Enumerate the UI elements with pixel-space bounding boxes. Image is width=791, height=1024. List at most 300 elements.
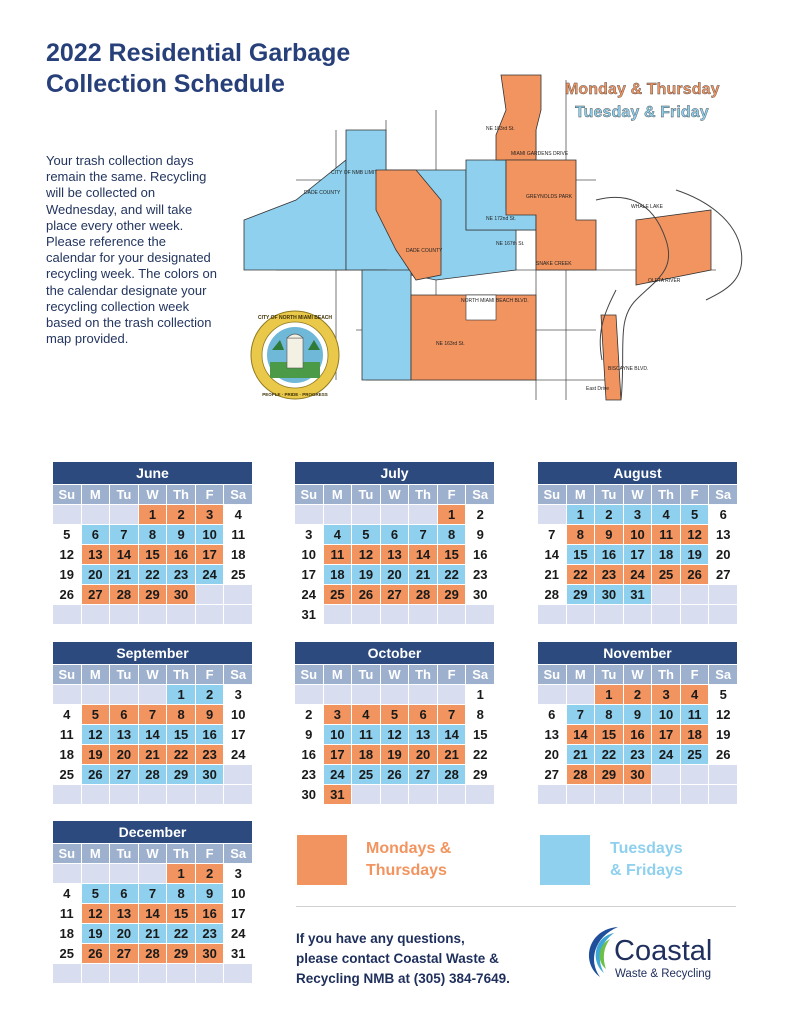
calendar-day: 5 bbox=[709, 685, 737, 704]
calendar-day: 6 bbox=[409, 705, 437, 724]
calendar-day: 28 bbox=[110, 585, 138, 604]
calendar-day: 28 bbox=[567, 765, 595, 784]
calendar-day: 20 bbox=[110, 745, 138, 764]
calendar-day: 29 bbox=[167, 765, 195, 784]
calendar-day: 5 bbox=[381, 705, 409, 724]
map-label-whale-lake: WHALE LAKE bbox=[631, 204, 663, 210]
calendar-day: 31 bbox=[624, 585, 652, 604]
map-label-dade-county-1: DADE COUNTY bbox=[304, 190, 341, 196]
calendar-day: 17 bbox=[196, 545, 224, 564]
map-label-city-limit: CITY OF NMB LIMIT bbox=[331, 170, 378, 176]
calendar-day: 8 bbox=[167, 884, 195, 903]
calendar-day: 23 bbox=[295, 765, 323, 784]
calendar-day: 21 bbox=[409, 565, 437, 584]
calendar-day: 3 bbox=[652, 685, 680, 704]
calendar-day: 17 bbox=[295, 565, 323, 584]
calendar-day: 25 bbox=[652, 565, 680, 584]
calendar-empty-cell bbox=[538, 685, 566, 704]
calendar-day: 6 bbox=[538, 705, 566, 724]
calendar-empty-cell bbox=[324, 505, 352, 524]
title-line-2: Collection Schedule bbox=[46, 70, 285, 98]
calendar-weekday-header: F bbox=[196, 844, 224, 863]
calendar-day: 18 bbox=[681, 725, 709, 744]
calendar-empty-cell bbox=[224, 785, 252, 804]
calendar-empty-cell bbox=[709, 785, 737, 804]
calendar-empty-cell bbox=[196, 964, 224, 983]
calendar-weekday-header: W bbox=[139, 844, 167, 863]
calendar-december bbox=[53, 821, 252, 983]
calendar-day: 19 bbox=[82, 924, 110, 943]
calendar-day: 23 bbox=[624, 745, 652, 764]
calendar-empty-cell bbox=[409, 685, 437, 704]
calendar-day: 30 bbox=[624, 765, 652, 784]
calendar-weekday-header: Sa bbox=[466, 485, 494, 504]
calendar-day: 15 bbox=[167, 725, 195, 744]
calendar-weekday-header: M bbox=[324, 485, 352, 504]
calendar-day: 18 bbox=[53, 745, 81, 764]
calendar-day: 13 bbox=[110, 725, 138, 744]
calendar-day: 27 bbox=[110, 944, 138, 963]
calendar-weekday-header: M bbox=[82, 485, 110, 504]
calendar-day: 22 bbox=[438, 565, 466, 584]
map-label-snake-creek: SNAKE CREEK bbox=[536, 261, 572, 267]
calendar-day: 7 bbox=[567, 705, 595, 724]
calendar-empty-cell bbox=[295, 685, 323, 704]
calendar-weekday-header: F bbox=[681, 665, 709, 684]
calendar-day: 17 bbox=[624, 545, 652, 564]
calendar-day: 24 bbox=[324, 765, 352, 784]
calendar-day: 3 bbox=[224, 864, 252, 883]
calendar-weekday-header: F bbox=[438, 665, 466, 684]
map-label-biscayne: BISCAYNE BLVD. bbox=[608, 366, 649, 372]
calendar-day: 26 bbox=[82, 765, 110, 784]
calendar-month-title: December bbox=[53, 821, 252, 843]
calendar-day: 4 bbox=[53, 705, 81, 724]
calendar-day: 20 bbox=[709, 545, 737, 564]
calendar-day: 18 bbox=[352, 745, 380, 764]
contact-line-1: If you have any questions, bbox=[296, 931, 465, 946]
calendar-day: 1 bbox=[466, 685, 494, 704]
calendar-empty-cell bbox=[167, 964, 195, 983]
calendar-day: 9 bbox=[196, 705, 224, 724]
calendar-day: 20 bbox=[381, 565, 409, 584]
city-seal-icon bbox=[250, 310, 340, 400]
calendar-day: 21 bbox=[110, 565, 138, 584]
calendar-day: 26 bbox=[352, 585, 380, 604]
calendar-day: 24 bbox=[624, 565, 652, 584]
calendar-empty-cell bbox=[466, 785, 494, 804]
calendar-day: 3 bbox=[196, 505, 224, 524]
calendar-day: 27 bbox=[82, 585, 110, 604]
calendar-weekday-header: F bbox=[196, 485, 224, 504]
calendar-day: 28 bbox=[538, 585, 566, 604]
calendar-day: 6 bbox=[709, 505, 737, 524]
logo-name: Coastal bbox=[614, 935, 713, 967]
calendar-day: 2 bbox=[167, 505, 195, 524]
calendar-day: 16 bbox=[624, 725, 652, 744]
calendar-day: 1 bbox=[438, 505, 466, 524]
legend-label-orange bbox=[366, 838, 451, 882]
calendar-day: 23 bbox=[167, 565, 195, 584]
calendar-day: 20 bbox=[110, 924, 138, 943]
map-label-miami-gardens: MIAMI GARDENS DRIVE bbox=[511, 151, 569, 157]
calendar-day: 14 bbox=[110, 545, 138, 564]
calendar-day: 4 bbox=[352, 705, 380, 724]
calendar-empty-cell bbox=[381, 505, 409, 524]
calendar-day: 21 bbox=[139, 924, 167, 943]
calendar-day: 31 bbox=[295, 605, 323, 624]
calendar-day: 10 bbox=[652, 705, 680, 724]
calendar-day: 24 bbox=[295, 585, 323, 604]
calendar-day: 4 bbox=[652, 505, 680, 524]
calendar-day: 7 bbox=[110, 525, 138, 544]
calendar-day: 22 bbox=[567, 565, 595, 584]
calendar-day: 9 bbox=[196, 884, 224, 903]
calendar-empty-cell bbox=[110, 964, 138, 983]
calendar-weekday-header: Th bbox=[652, 485, 680, 504]
calendar-weekday-header: Su bbox=[538, 665, 566, 684]
calendar-day: 5 bbox=[681, 505, 709, 524]
calendar-day: 13 bbox=[381, 545, 409, 564]
calendar-empty-cell bbox=[709, 585, 737, 604]
calendar-day: 27 bbox=[110, 765, 138, 784]
calendar-empty-cell bbox=[167, 785, 195, 804]
calendar-day: 15 bbox=[167, 904, 195, 923]
calendar-day: 7 bbox=[438, 705, 466, 724]
calendar-day: 14 bbox=[409, 545, 437, 564]
calendar-empty-cell bbox=[53, 864, 81, 883]
calendar-day: 9 bbox=[295, 725, 323, 744]
calendar-day: 12 bbox=[82, 904, 110, 923]
calendar-weekday-header: Sa bbox=[224, 485, 252, 504]
calendar-day: 23 bbox=[196, 924, 224, 943]
calendar-day: 20 bbox=[409, 745, 437, 764]
map-legend-blue: Tuesday & Friday bbox=[575, 104, 709, 121]
calendar-day: 25 bbox=[224, 565, 252, 584]
calendar-day: 9 bbox=[167, 525, 195, 544]
calendar-empty-cell bbox=[652, 765, 680, 784]
calendar-day: 8 bbox=[139, 525, 167, 544]
calendar-day: 12 bbox=[681, 525, 709, 544]
map-zone-orange-east bbox=[506, 160, 596, 270]
calendar-day: 27 bbox=[709, 565, 737, 584]
contact-text bbox=[296, 929, 558, 989]
legend-orange-line-1: Mondays & bbox=[366, 840, 452, 857]
calendar-day: 31 bbox=[224, 944, 252, 963]
calendar-day: 25 bbox=[324, 585, 352, 604]
calendar-day: 27 bbox=[538, 765, 566, 784]
calendar-day: 30 bbox=[167, 585, 195, 604]
calendar-empty-cell bbox=[224, 585, 252, 604]
calendar-day: 17 bbox=[224, 904, 252, 923]
calendar-empty-cell bbox=[110, 785, 138, 804]
calendar-empty-cell bbox=[295, 505, 323, 524]
calendar-day: 26 bbox=[53, 585, 81, 604]
calendar-empty-cell bbox=[409, 505, 437, 524]
map-zone-orange-north bbox=[496, 75, 541, 160]
calendar-day: 1 bbox=[167, 685, 195, 704]
calendar-day: 9 bbox=[595, 525, 623, 544]
calendar-day: 9 bbox=[624, 705, 652, 724]
calendar-day: 15 bbox=[595, 725, 623, 744]
calendar-empty-cell bbox=[381, 685, 409, 704]
calendar-day: 11 bbox=[324, 545, 352, 564]
calendar-weekday-header: Su bbox=[295, 665, 323, 684]
calendar-day: 26 bbox=[709, 745, 737, 764]
calendar-day: 8 bbox=[167, 705, 195, 724]
legend-blue-line-1: Tuesdays bbox=[610, 840, 683, 857]
calendar-day: 5 bbox=[53, 525, 81, 544]
map-label-ne-167: NE 167th St. bbox=[496, 241, 525, 247]
map-zone-blue-west bbox=[244, 160, 346, 270]
calendar-day: 6 bbox=[82, 525, 110, 544]
calendar-empty-cell bbox=[82, 964, 110, 983]
calendar-day: 29 bbox=[438, 585, 466, 604]
seal-text-top: CITY OF NORTH MIAMI BEACH bbox=[257, 315, 333, 321]
calendar-day: 11 bbox=[352, 725, 380, 744]
calendar-day: 5 bbox=[352, 525, 380, 544]
calendar-weekday-header: F bbox=[438, 485, 466, 504]
calendar-day: 15 bbox=[466, 725, 494, 744]
calendar-day: 22 bbox=[167, 924, 195, 943]
calendar-day: 1 bbox=[139, 505, 167, 524]
calendar-day: 8 bbox=[567, 525, 595, 544]
calendar-day: 30 bbox=[196, 944, 224, 963]
calendar-weekday-header: Tu bbox=[595, 665, 623, 684]
calendar-empty-cell bbox=[595, 785, 623, 804]
calendar-day: 24 bbox=[224, 745, 252, 764]
calendar-day: 5 bbox=[82, 884, 110, 903]
calendar-empty-cell bbox=[538, 505, 566, 524]
calendar-empty-cell bbox=[352, 605, 380, 624]
calendar-day: 9 bbox=[466, 525, 494, 544]
calendar-day: 2 bbox=[295, 705, 323, 724]
calendar-day: 18 bbox=[324, 565, 352, 584]
calendar-empty-cell bbox=[82, 864, 110, 883]
calendar-grid bbox=[53, 664, 252, 804]
calendar-day: 14 bbox=[139, 904, 167, 923]
calendar-day: 13 bbox=[538, 725, 566, 744]
calendar-weekday-header: Tu bbox=[352, 665, 380, 684]
calendar-empty-cell bbox=[196, 585, 224, 604]
calendar-day: 20 bbox=[538, 745, 566, 764]
calendar-empty-cell bbox=[624, 605, 652, 624]
calendar-day: 17 bbox=[324, 745, 352, 764]
calendar-empty-cell bbox=[82, 785, 110, 804]
calendar-day: 11 bbox=[681, 705, 709, 724]
calendar-empty-cell bbox=[53, 964, 81, 983]
calendar-day: 2 bbox=[196, 864, 224, 883]
calendar-day: 1 bbox=[567, 505, 595, 524]
calendar-day: 3 bbox=[224, 685, 252, 704]
calendar-day: 25 bbox=[681, 745, 709, 764]
calendar-empty-cell bbox=[53, 785, 81, 804]
calendar-day: 2 bbox=[624, 685, 652, 704]
calendar-day: 15 bbox=[438, 545, 466, 564]
calendar-weekday-header: F bbox=[196, 665, 224, 684]
calendar-day: 19 bbox=[681, 545, 709, 564]
calendar-weekday-header: M bbox=[82, 665, 110, 684]
calendar-day: 12 bbox=[381, 725, 409, 744]
calendar-empty-cell bbox=[624, 785, 652, 804]
calendar-day: 8 bbox=[466, 705, 494, 724]
calendar-weekday-header: Su bbox=[53, 844, 81, 863]
calendar-weekday-header: Th bbox=[409, 485, 437, 504]
calendar-empty-cell bbox=[567, 685, 595, 704]
calendar-day: 26 bbox=[381, 765, 409, 784]
calendar-day: 30 bbox=[295, 785, 323, 804]
calendar-month-title: November bbox=[538, 642, 737, 664]
calendar-empty-cell bbox=[438, 785, 466, 804]
calendar-weekday-header: Sa bbox=[466, 665, 494, 684]
map-label-ne-163: NE 163rd St. bbox=[436, 341, 465, 347]
calendar-day: 7 bbox=[139, 705, 167, 724]
calendar-day: 17 bbox=[224, 725, 252, 744]
calendar-day: 23 bbox=[466, 565, 494, 584]
calendar-empty-cell bbox=[139, 864, 167, 883]
calendar-day: 21 bbox=[567, 745, 595, 764]
calendar-day: 28 bbox=[409, 585, 437, 604]
legend-swatch-blue bbox=[540, 835, 590, 885]
calendar-weekday-header: W bbox=[381, 485, 409, 504]
calendar-empty-cell bbox=[53, 605, 81, 624]
calendar-day: 30 bbox=[196, 765, 224, 784]
calendar-day: 25 bbox=[352, 765, 380, 784]
calendar-empty-cell bbox=[139, 685, 167, 704]
calendar-weekday-header: Tu bbox=[110, 844, 138, 863]
calendar-day: 14 bbox=[538, 545, 566, 564]
calendar-day: 19 bbox=[381, 745, 409, 764]
calendar-grid bbox=[295, 664, 494, 804]
logo-subtitle: Waste & Recycling bbox=[615, 968, 712, 980]
calendar-day: 17 bbox=[652, 725, 680, 744]
calendar-day: 29 bbox=[167, 944, 195, 963]
intro-text: Your trash collection days remain the same. Recycling will be collected on Wednesday, and will take place every other week. Please reference the calendar for your designated recycling week. The colors on the calendar designate your recycling collection week based on the trash collection map provided. bbox=[46, 153, 218, 347]
calendar-empty-cell bbox=[709, 765, 737, 784]
calendar-empty-cell bbox=[53, 505, 81, 524]
calendar-november bbox=[538, 642, 737, 804]
calendar-day: 22 bbox=[139, 565, 167, 584]
calendar-day: 13 bbox=[110, 904, 138, 923]
calendar-empty-cell bbox=[167, 605, 195, 624]
calendar-day: 4 bbox=[681, 685, 709, 704]
calendar-day: 1 bbox=[167, 864, 195, 883]
calendar-empty-cell bbox=[567, 785, 595, 804]
calendar-day: 29 bbox=[139, 585, 167, 604]
calendar-day: 19 bbox=[82, 745, 110, 764]
calendar-day: 10 bbox=[224, 705, 252, 724]
map-zone-blue-south bbox=[362, 270, 411, 380]
calendar-day: 24 bbox=[196, 565, 224, 584]
calendar-day: 14 bbox=[438, 725, 466, 744]
calendar-day: 25 bbox=[53, 765, 81, 784]
calendar-empty-cell bbox=[652, 785, 680, 804]
map-label-east-drive: East Drive bbox=[586, 386, 610, 392]
calendar-weekday-header: Sa bbox=[224, 665, 252, 684]
calendar-day: 15 bbox=[139, 545, 167, 564]
calendar-june bbox=[53, 462, 252, 624]
calendar-empty-cell bbox=[110, 685, 138, 704]
contact-line-3: Recycling NMB at (305) 384-7649. bbox=[296, 971, 510, 986]
calendar-day: 30 bbox=[595, 585, 623, 604]
calendar-weekday-header: Tu bbox=[110, 665, 138, 684]
calendar-empty-cell bbox=[139, 964, 167, 983]
calendar-grid bbox=[53, 484, 252, 624]
calendar-empty-cell bbox=[567, 605, 595, 624]
calendar-empty-cell bbox=[324, 605, 352, 624]
legend-blue-line-2: & Fridays bbox=[610, 862, 683, 879]
calendar-day: 23 bbox=[196, 745, 224, 764]
calendar-empty-cell bbox=[595, 605, 623, 624]
calendar-weekday-header: M bbox=[324, 665, 352, 684]
calendar-day: 26 bbox=[681, 565, 709, 584]
calendar-weekday-header: M bbox=[82, 844, 110, 863]
calendar-weekday-header: Th bbox=[167, 844, 195, 863]
calendar-empty-cell bbox=[652, 585, 680, 604]
calendar-day: 18 bbox=[652, 545, 680, 564]
calendar-weekday-header: Su bbox=[538, 485, 566, 504]
calendar-empty-cell bbox=[53, 685, 81, 704]
map-label-nmb-blvd: NORTH MIAMI BEACH BLVD. bbox=[461, 298, 529, 304]
calendar-day: 2 bbox=[595, 505, 623, 524]
calendar-day: 4 bbox=[224, 505, 252, 524]
calendar-empty-cell bbox=[110, 605, 138, 624]
calendar-day: 18 bbox=[224, 545, 252, 564]
calendar-day: 11 bbox=[53, 904, 81, 923]
calendar-weekday-header: Th bbox=[409, 665, 437, 684]
calendar-empty-cell bbox=[352, 685, 380, 704]
calendar-weekday-header: Th bbox=[167, 485, 195, 504]
calendar-weekday-header: W bbox=[139, 485, 167, 504]
legend-swatch-orange bbox=[297, 835, 347, 885]
calendar-day: 22 bbox=[167, 745, 195, 764]
calendar-empty-cell bbox=[381, 605, 409, 624]
calendar-day: 12 bbox=[82, 725, 110, 744]
calendar-weekday-header: M bbox=[567, 665, 595, 684]
calendar-day: 22 bbox=[466, 745, 494, 764]
calendar-september bbox=[53, 642, 252, 804]
seal-text-bottom: PEOPLE · PRIDE · PROGRESS bbox=[262, 392, 328, 397]
calendar-weekday-header: Su bbox=[53, 665, 81, 684]
calendar-day: 10 bbox=[624, 525, 652, 544]
calendar-day: 19 bbox=[709, 725, 737, 744]
calendar-day: 12 bbox=[709, 705, 737, 724]
calendar-day: 14 bbox=[139, 725, 167, 744]
calendar-weekday-header: Su bbox=[53, 485, 81, 504]
calendar-month-title: August bbox=[538, 462, 737, 484]
calendar-day: 10 bbox=[196, 525, 224, 544]
calendar-october bbox=[295, 642, 494, 804]
map-legend-orange: Monday & Thursday bbox=[565, 81, 720, 98]
calendar-day: 7 bbox=[139, 884, 167, 903]
calendar-day: 16 bbox=[196, 725, 224, 744]
calendar-day: 15 bbox=[567, 545, 595, 564]
calendar-day: 13 bbox=[82, 545, 110, 564]
calendar-day: 14 bbox=[567, 725, 595, 744]
calendar-weekday-header: Sa bbox=[224, 844, 252, 863]
calendar-weekday-header: Sa bbox=[709, 485, 737, 504]
calendar-day: 20 bbox=[82, 565, 110, 584]
calendar-day: 16 bbox=[295, 745, 323, 764]
legend-label-blue bbox=[610, 838, 683, 882]
calendar-weekday-header: Tu bbox=[352, 485, 380, 504]
calendar-day: 29 bbox=[466, 765, 494, 784]
calendar-empty-cell bbox=[466, 605, 494, 624]
calendar-day: 21 bbox=[139, 745, 167, 764]
calendar-empty-cell bbox=[352, 785, 380, 804]
calendar-day: 18 bbox=[53, 924, 81, 943]
calendar-empty-cell bbox=[438, 685, 466, 704]
